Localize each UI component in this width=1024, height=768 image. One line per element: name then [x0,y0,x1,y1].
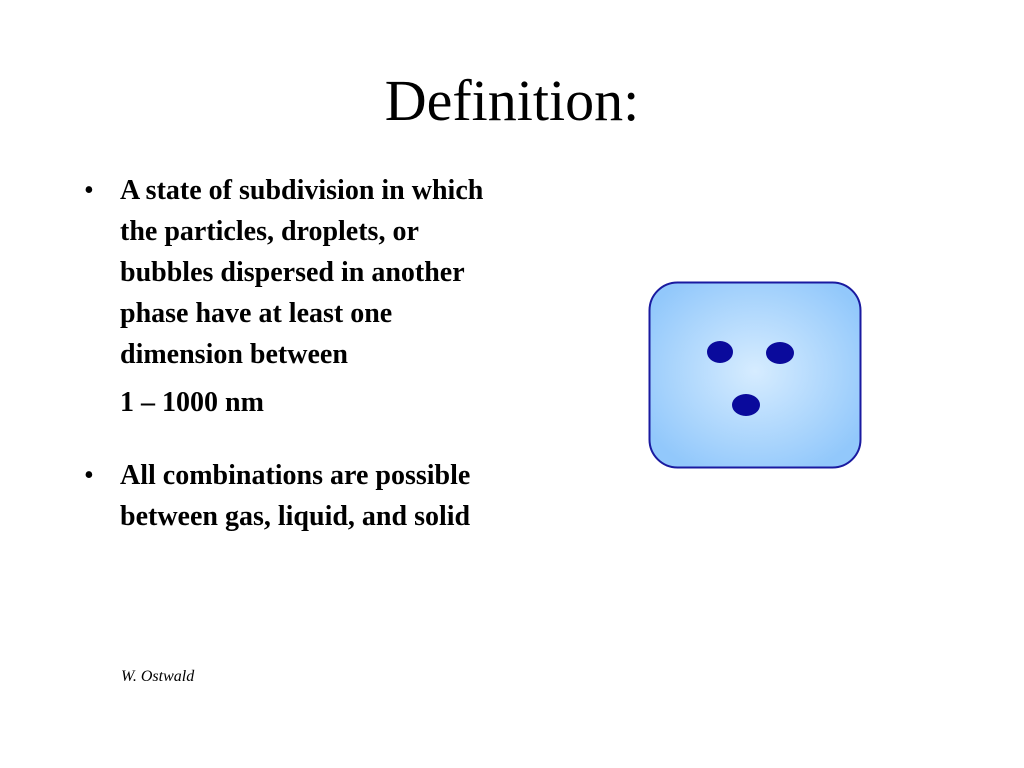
bullet-item-combinations [84,455,504,537]
slide-title: Definition: [384,68,640,133]
bullet-text: All combinations are possible between gas, liquid, and solid [120,460,471,532]
bullet-marker: • [84,175,94,206]
attribution: W. Ostwald [121,668,195,685]
particle [732,394,760,416]
dispersion-medium [650,283,861,468]
bullet-text: A state of subdivision in which the particles, droplets, or bubbles dispersed in another phase have at least one dimension between [120,175,484,370]
bullet-marker: • [84,460,94,491]
particle [707,341,733,363]
size-range-text: 1 – 1000 nm [120,387,264,418]
bullet-list [84,170,504,537]
dispersed-particles-icon [648,281,862,469]
particle [766,342,794,364]
bullet-item-definition [84,170,504,423]
